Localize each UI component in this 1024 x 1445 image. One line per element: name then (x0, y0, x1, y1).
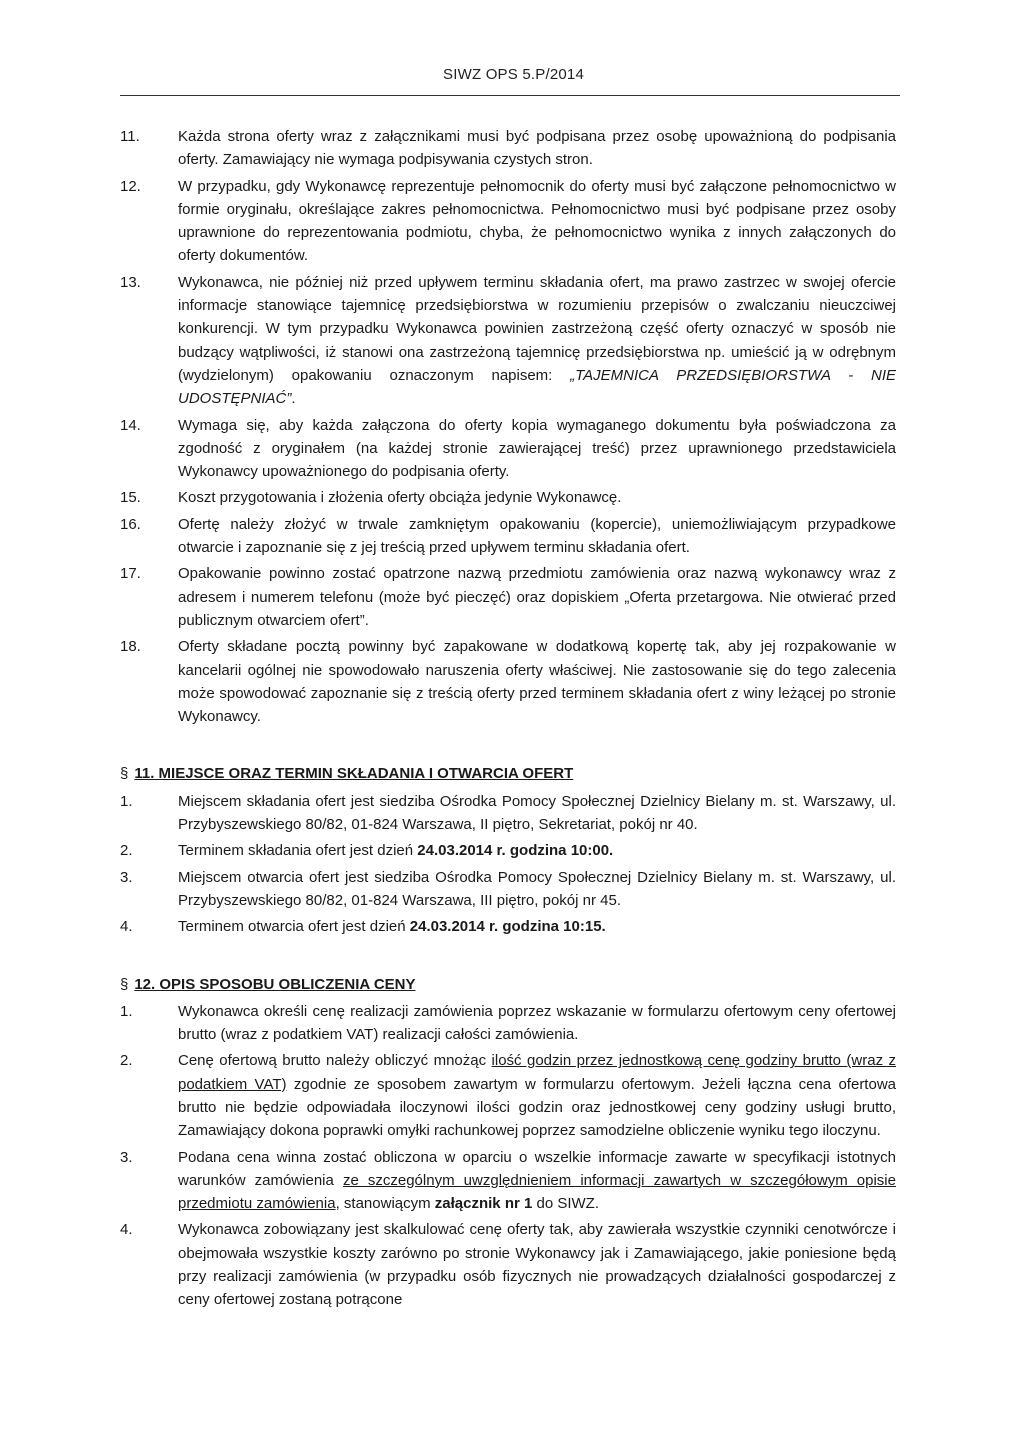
item-text (178, 1146, 896, 1216)
item-number: 2. (120, 1052, 133, 1070)
item-text: Wykonawca określi cenę realizacji zamówienia poprzez wskazanie w formularzu ofertowym ceny ofertowej brutto (wraz z podatkiem VAT) realizacji całości zamówienia. (178, 1002, 896, 1044)
list-item (120, 790, 896, 837)
item-text-part: Wykonawca, nie później niż przed upływem terminu składania ofert, ma prawo zastrzec w swojej ofercie informacje stanowiące tajemnicę przedsiębiorstwa w rozumieniu przepisów o zwalczaniu nieuczciwej konkurencji. W tym przypadku Wykonawca powinien zastrzeżoną część oferty oznaczyć w sposób nie budzący wątpliwości, iż stanowi ona zastrzeżoną tajemnicę przedsiębiorstwa np. umieścić ją w odrębnym (wydzielonym) opakowaniu oznaczonym napisem: (178, 273, 896, 384)
list-item (120, 1000, 896, 1047)
item-text-part: Podana cena winna zostać obliczona w oparciu o wszelkie informacje zawarte w specyfikacji istotnych warunków zamówienia (178, 1148, 896, 1189)
item-text: W przypadku, gdy Wykonawcę reprezentuje pełnomocnik do oferty musi być załączone pełnomocnictwo w formie oryginału, określające zakres pełnomocnictwa. Pełnomocnictwo musi być podpisane przez osoby uprawnione do reprezentowania podmiotu, chyba, że pełnomocnictwo wynika z innych załączonych do oferty dokumentów. (178, 177, 896, 265)
list-item (120, 839, 896, 862)
item-text-part: do SIWZ. (532, 1195, 600, 1213)
item-number: 14. (120, 416, 141, 434)
item-text: Wymaga się, aby każda załączona do oferty kopia wymaganego dokumentu była poświadczona za zgodność z oryginałem (na każdej stronie zawierającej treść) przez uprawnionego przedstawiciela Wykonawcy upoważnionego do podpisania oferty. (178, 416, 896, 481)
confidential-label: „TAJEMNICA PRZEDSIĘBIORSTWA - NIE UDOSTĘPNIAĆ” (178, 366, 896, 408)
item-text-part: Terminem otwarcia ofert jest dzień (178, 918, 410, 936)
item-text (178, 839, 896, 862)
item-text (178, 271, 896, 411)
item-text: Koszt przygotowania i złożenia oferty obciąża jedynie Wykonawcę. (178, 489, 622, 507)
item-text: Wykonawca zobowiązany jest skalkulować cenę oferty tak, aby zawierała wszystkie czynniki cenotwórcze i obejmowała wszystkie koszty zarówno po stronie Wykonawcy jak i Zamawiającego, jakie poniesione będą przy realizacji zamówienia (w przypadku osób fizycznych nie prowadzących działalności gospodarczej z ceny ofertowej zostaną potrącone (178, 1221, 896, 1309)
list-item (120, 513, 896, 560)
section-title: 11. MIEJSCE ORAZ TERMIN SKŁADANIA I OTWARCIA OFERT (134, 765, 574, 783)
item-number: 11. (120, 128, 140, 145)
list-item (120, 562, 896, 632)
item-text-part: zgodnie ze sposobem zawartym w formularzu ofertowym. Jeżeli łączna cena ofertowa brutto nie będzie odpowiadała iloczynowi ilości godzin oraz jednostkowej ceny godziny usługi brutto, Zamawiający dokona poprawki omyłki rachunkowej poprzez samodzielne obliczenie wyniku tego iloczynu. (178, 1075, 896, 1140)
item-text: Miejscem składania ofert jest siedziba Ośrodka Pomocy Społecznej Dzielnicy Bielany m. st. Warszawy, ul. Przybyszewskiego 80/82, 01-824 Warszawa, II piętro, Sekretariat, pokój nr 40. (178, 792, 896, 834)
list-item (120, 1049, 896, 1142)
underlined-text: ze szczególnym uwzględnieniem informacji zawartych w szczegółowym opisie przedmiotu zamówienia (178, 1171, 896, 1213)
item-text (178, 915, 896, 938)
item-number: 3. (120, 868, 133, 886)
item-number: 13. (120, 273, 141, 291)
item-text (178, 1049, 896, 1142)
page-header: SIWZ OPS 5.P/2014 (443, 66, 584, 83)
item-number: 1. (120, 792, 133, 810)
item-number: 12. (120, 177, 141, 195)
item-text-part: . (291, 390, 296, 408)
item-number: 17. (120, 565, 141, 583)
item-number: 15. (120, 489, 141, 507)
item-text: Opakowanie powinno zostać opatrzone nazwą przedmiotu zamówienia oraz nazwą wykonawcy wraz z adresem i numerem telefonu (może być pieczęć) oraz dopiskiem „Oferta przetargowa. Nie otwierać przed publicznym otwarciem ofert”. (178, 565, 896, 629)
section-heading-12 (120, 973, 896, 996)
deadline-text: 24.03.2014 r. godzina 10:00. (417, 842, 614, 860)
header-rule (120, 95, 900, 96)
attachment-ref: załącznik nr 1 (434, 1195, 533, 1213)
list-item (120, 414, 896, 484)
opening-time-text: 24.03.2014 r. godzina 10:15. (409, 918, 606, 936)
item-text-part: Terminem składania ofert jest dzień (178, 842, 418, 860)
list-item (120, 1218, 896, 1311)
list-item (120, 486, 896, 509)
list-item (120, 635, 896, 728)
list-item (120, 1146, 896, 1216)
paragraph-sign: § (120, 975, 129, 993)
document-body (120, 125, 896, 1315)
item-number: 3. (120, 1148, 133, 1166)
item-text-part: Cenę ofertową brutto należy obliczyć mnożąc (178, 1052, 492, 1070)
item-text: Oferty składane pocztą powinny być zapakowane w dodatkową kopertę tak, aby jej rozpakowanie w kancelarii ogólnej nie spowodowało naruszenia oferty właściwej. Nie zastosowanie się do tego zalecenia może spowodować zapoznanie się z treścią oferty przed terminem składania ofert z winy leżącej po stronie Wykonawcy. (178, 638, 896, 726)
item-text-part: , stanowiącym (335, 1195, 435, 1213)
list-item (120, 866, 896, 913)
underlined-text: ilość godzin przez jednostkową cenę godziny brutto (wraz z podatkiem VAT) (178, 1052, 896, 1093)
item-text: Miejscem otwarcia ofert jest siedziba Ośrodka Pomocy Społecznej Dzielnicy Bielany m. st. Warszawy, ul. Przybyszewskiego 80/82, 01-824 Warszawa, III piętro, pokój nr 45. (178, 868, 896, 909)
paragraph-sign: § (120, 765, 129, 783)
list-item (120, 125, 896, 172)
item-text: Ofertę należy złożyć w trwale zamkniętym opakowaniu (kopercie), uniemożliwiającym przypadkowe otwarcie i zapoznanie się z jej treścią przed upływem terminu składania ofert. (178, 515, 896, 557)
section-heading-11 (120, 762, 896, 785)
item-number: 16. (120, 515, 141, 533)
item-number: 4. (120, 1221, 133, 1239)
list-item (120, 271, 896, 411)
item-text: Każda strona oferty wraz z załącznikami musi być podpisana przez osobę upoważnioną do podpisania oferty. Zamawiający nie wymaga podpisywania czystych stron. (178, 128, 896, 169)
item-number: 18. (120, 638, 141, 656)
item-number: 4. (120, 918, 133, 936)
item-number: 1. (120, 1002, 133, 1020)
list-item (120, 915, 896, 938)
section-title: 12. OPIS SPOSOBU OBLICZENIA CENY (134, 975, 416, 993)
list-item (120, 175, 896, 268)
item-number: 2. (120, 842, 133, 860)
